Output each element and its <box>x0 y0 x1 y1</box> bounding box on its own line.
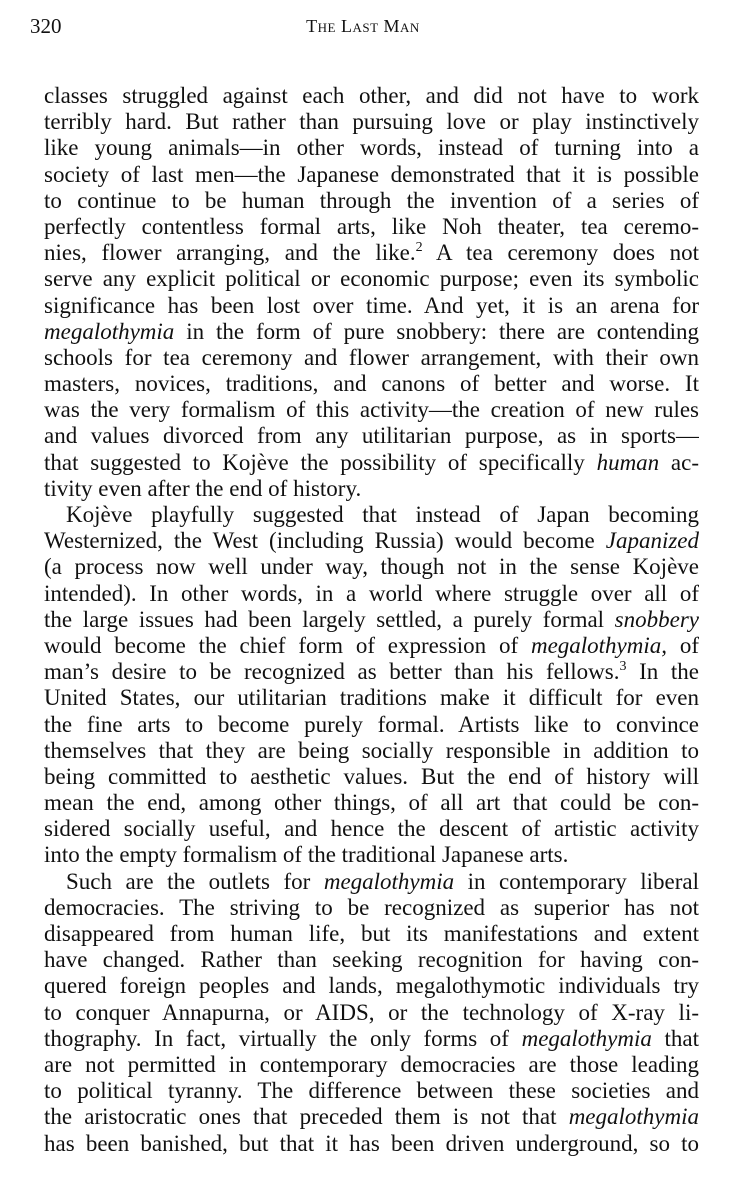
text-line: have changed. Rather than seeking recognition for having con- <box>44 947 699 973</box>
text-line: serve any explicit political or economic purpose; even its symbolic <box>44 266 699 292</box>
running-head: The Last Man <box>306 16 420 36</box>
text-line: man’s desire to be recognized as better than his fellows.$^3$ In the <box>44 659 699 685</box>
text-line: the aristocratic ones that preceded them is not that megalothymia <box>44 1104 699 1130</box>
text-line: would become the chief form of expression of megalothymia, of <box>44 632 699 658</box>
text-line: the fine arts to become purely formal. Artists like to convince <box>44 711 699 737</box>
text-line: mean the end, among other things, of all art that could be con- <box>44 790 699 816</box>
text-line: intended). In other words, in a world where struggle over all of <box>44 580 699 606</box>
text-line: quered foreign peoples and lands, megalothymotic individuals try <box>44 973 699 999</box>
text-line: democracies. The striving to be recognized as superior has not <box>44 894 699 920</box>
text-line: perfectly contentless formal arts, like Noh theater, tea ceremo- <box>44 213 699 239</box>
text-line: into the empty formalism of the traditional Japanese arts. <box>44 842 569 868</box>
text-line: megalothymia in the form of pure snobbery: there are contending <box>44 318 699 344</box>
italic-term: megalothymia, <box>530 632 668 658</box>
text-line: like young animals—in other words, instead of turning into a <box>44 135 699 161</box>
text-line: themselves that they are being socially responsible in addition to <box>44 737 699 763</box>
text-line: to political tyranny. The difference between these societies and <box>44 1078 699 1104</box>
page-number: 320 <box>30 14 62 38</box>
text-line: sidered socially useful, and hence the descent of artistic activity <box>44 816 699 842</box>
text-line: and values divorced from any utilitarian purpose, as in sports— <box>44 423 699 449</box>
body-text <box>44 83 699 1157</box>
text-line: terribly hard. But rather than pursuing love or play instinctively <box>44 109 699 135</box>
text-line: tivity even after the end of history. <box>44 475 362 501</box>
text-line: thography. In fact, virtually the only forms of megalothymia that <box>44 1025 699 1051</box>
italic-term: human <box>596 449 660 475</box>
text-line: has been banished, but that it has been driven underground, so to <box>44 1130 699 1156</box>
text-line: (a process now well under way, though not in the sense Kojève <box>44 554 699 580</box>
text-line: masters, novices, traditions, and canons of better and worse. It <box>44 371 699 397</box>
text-line: nies, flower arranging, and the like.$^2$ A tea ceremony does not <box>44 240 699 266</box>
text-line: United States, our utilitarian traditions make it difficult for even <box>44 685 699 711</box>
page-header <box>30 14 696 44</box>
text-line: classes struggled against each other, and did not have to work <box>44 83 699 108</box>
italic-term: snobbery <box>614 606 699 632</box>
text-line: significance has been lost over time. And yet, it is an arena for <box>44 292 699 318</box>
text-line: to conquer Annapurna, or AIDS, or the technology of X-ray li- <box>44 999 699 1025</box>
text-line: that suggested to Kojève the possibility of specifically human ac- <box>44 449 699 475</box>
text-line: schools for tea ceremony and flower arrangement, with their own <box>44 344 699 370</box>
text-line: the large issues had been largely settled, a purely formal snobbery <box>44 606 699 632</box>
text-line: Kojève playfully suggested that instead of Japan becoming <box>66 502 699 527</box>
italic-term: megalothymia <box>521 1025 652 1051</box>
text-line: society of last men—the Japanese demonstrated that it is possible <box>44 161 699 187</box>
italic-term: megalothymia <box>568 1104 699 1130</box>
italic-term: Japanized <box>605 528 699 554</box>
text-line: was the very formalism of this activity—the creation of new rules <box>44 397 699 423</box>
text-line: are not permitted in contemporary democracies are those leading <box>44 1051 699 1077</box>
footnote-marker: 2 <box>415 240 423 256</box>
italic-term: megalothymia <box>323 868 455 894</box>
text-line: disappeared from human life, but its manifestations and extent <box>44 921 699 946</box>
italic-term: megalothymia <box>44 318 175 344</box>
text-line: Such are the outlets for megalothymia in contemporary liberal <box>66 868 699 894</box>
text-line: being committed to aesthetic values. But the end of history will <box>44 763 699 789</box>
text-line: Westernized, the West (including Russia) would become Japanized <box>44 528 699 554</box>
text-line: to continue to be human through the invention of a series of <box>44 187 699 213</box>
footnote-marker: 3 <box>619 659 627 675</box>
